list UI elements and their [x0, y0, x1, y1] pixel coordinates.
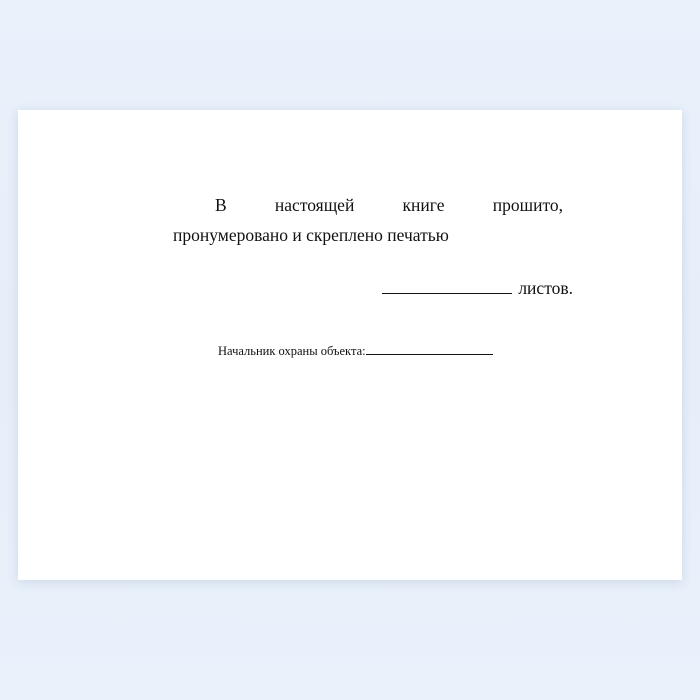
sheets-count-row	[173, 278, 573, 299]
signature-label: Начальник охраны объекта:	[218, 344, 366, 358]
sheets-word-label: листов.	[518, 278, 573, 298]
document-page	[18, 110, 682, 580]
paragraph-line-1: В настоящей книге прошито,	[215, 195, 563, 215]
sheets-count-blank-line[interactable]	[382, 278, 512, 294]
signature-row	[218, 342, 493, 359]
paragraph-line-2: пронумеровано и скреплено печатью	[173, 225, 449, 245]
signature-blank-line[interactable]	[366, 342, 493, 355]
document-body	[18, 110, 682, 580]
